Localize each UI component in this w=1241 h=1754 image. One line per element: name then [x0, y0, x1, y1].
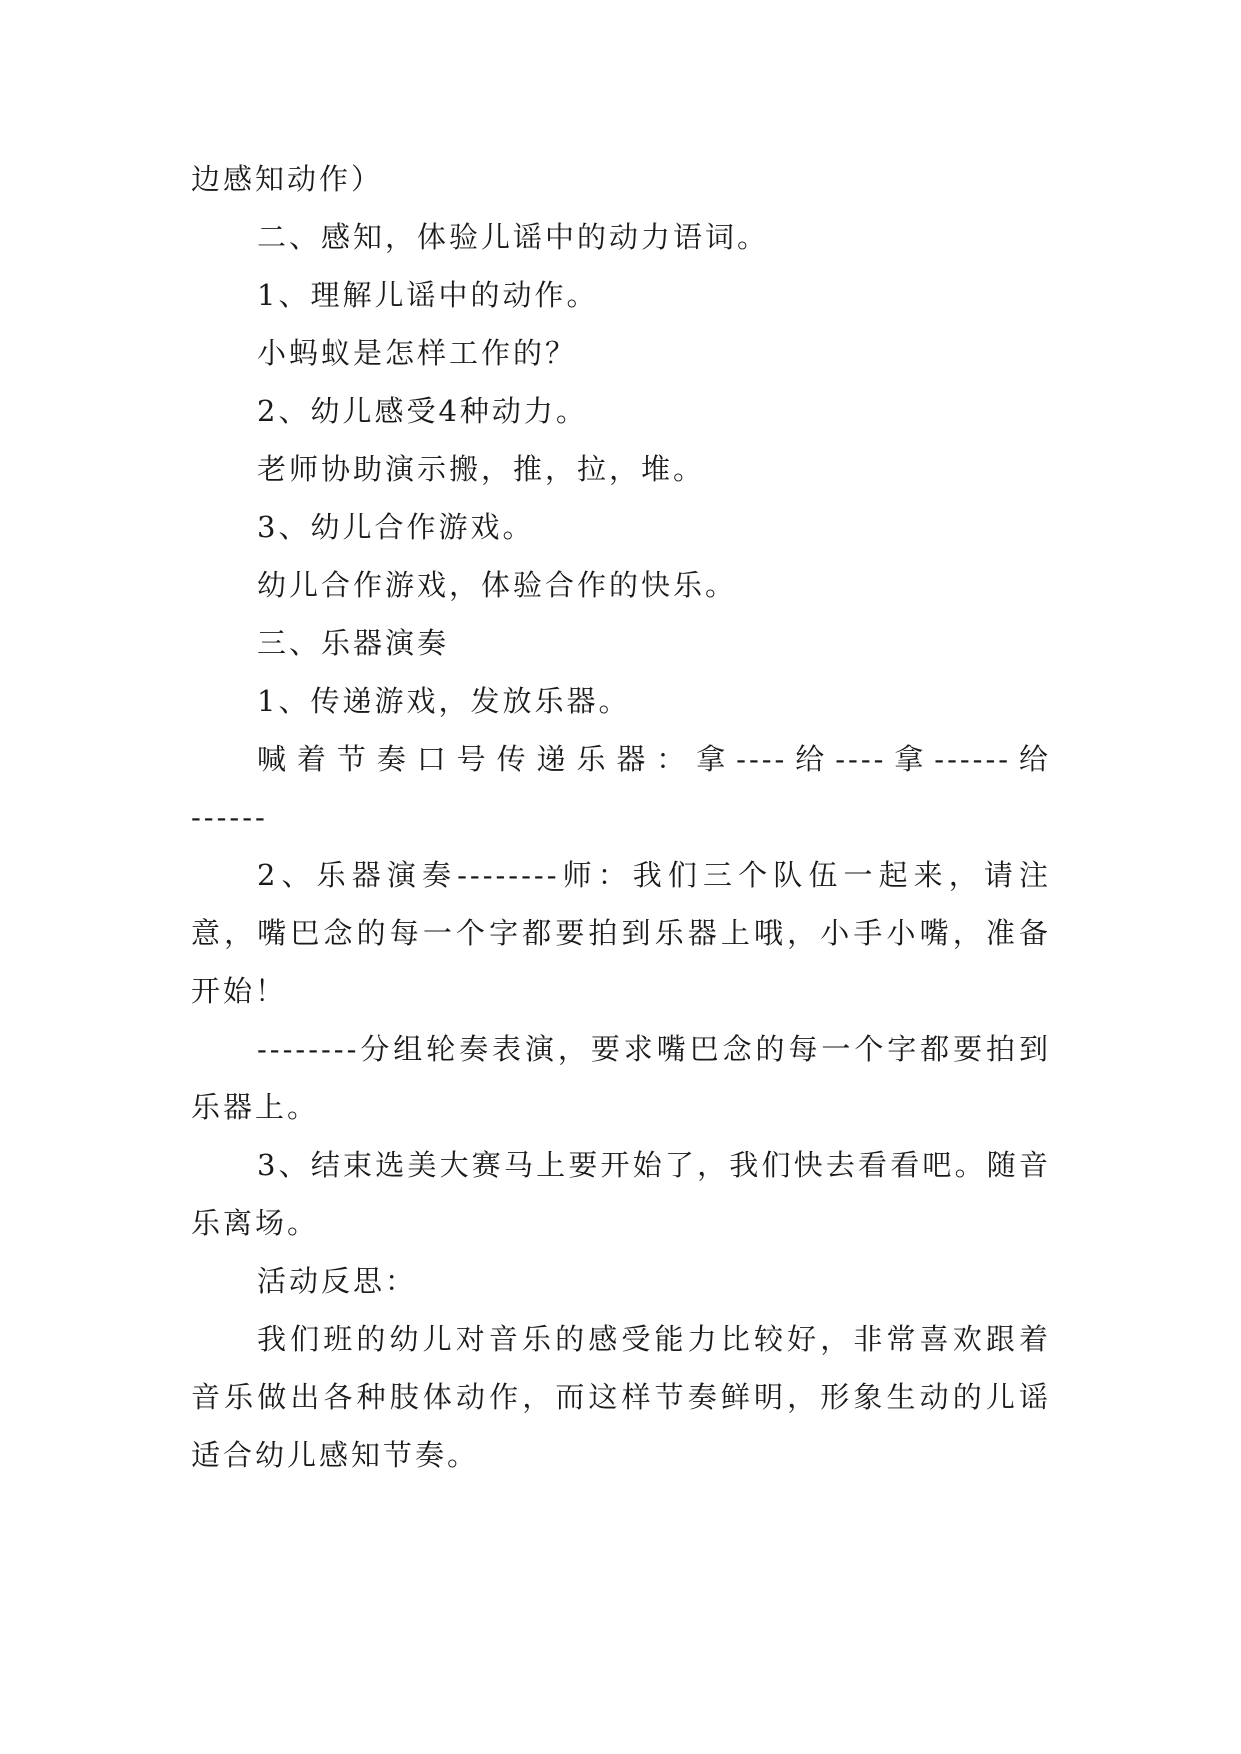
step-heading: 2、幼儿感受4种动力。	[257, 394, 588, 428]
paragraph-chant: 喊着节奏口号传递乐器：拿----给----拿------给	[257, 742, 1051, 776]
paragraph: 老师协助演示搬，推，拉，堆。	[257, 452, 706, 486]
step-heading: 1、传递游戏，发放乐器。	[257, 684, 631, 718]
section-heading-3: 三、乐器演奏	[257, 626, 450, 660]
document-body	[191, 150, 1051, 1484]
paragraph: 小蚂蚁是怎样工作的？	[257, 336, 578, 370]
reflection-heading: 活动反思：	[257, 1264, 418, 1298]
paragraph: 我们班的幼儿对音乐的感受能力比较好，非常喜欢跟着音乐做出各种肢体动作，而这样节奏鲜明，形象生动的儿谣适合幼儿感知节奏。	[191, 1322, 1051, 1472]
paragraph-chant-continuation: ------	[191, 800, 268, 834]
paragraph: 3、结束选美大赛马上要开始了，我们快去看看吧。随音乐离场。	[191, 1148, 1051, 1240]
step-heading: 3、幼儿合作游戏。	[257, 510, 535, 544]
section-heading-2: 二、感知，体验儿谣中的动力语词。	[257, 220, 770, 254]
paragraph-continuation: 边感知动作）	[191, 162, 384, 196]
paragraph: --------分组轮奏表演，要求嘴巴念的每一个字都要拍到乐器上。	[191, 1032, 1051, 1124]
step-heading: 1、理解儿谣中的动作。	[257, 278, 599, 312]
paragraph: 2、乐器演奏--------师：我们三个队伍一起来，请注意，嘴巴念的每一个字都要拍到乐器上哦，小手小嘴，准备开始！	[191, 858, 1051, 1008]
paragraph: 幼儿合作游戏，体验合作的快乐。	[257, 568, 738, 602]
